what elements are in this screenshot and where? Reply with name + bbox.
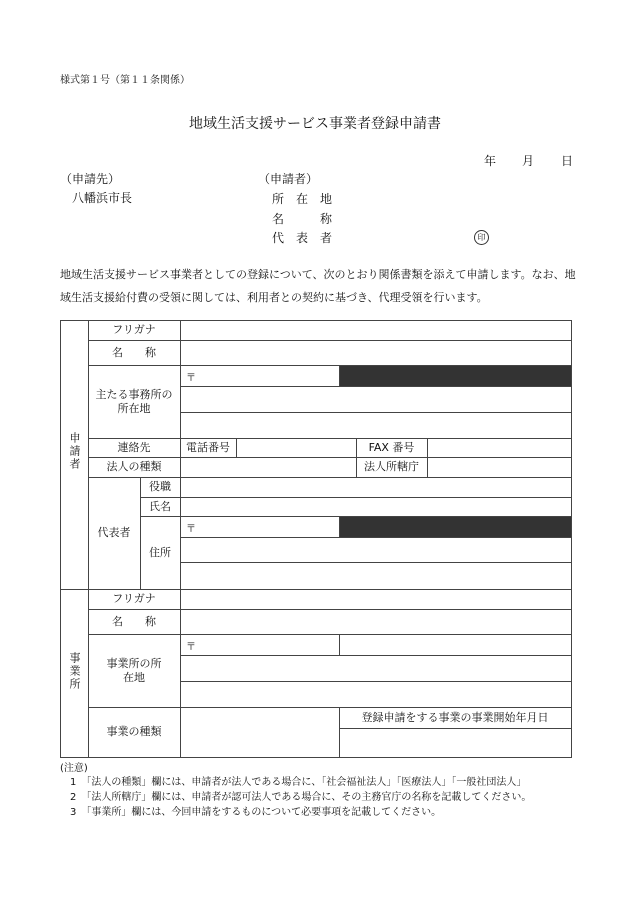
row-line xyxy=(140,497,571,498)
intro-line-1: 地域生活支援サービス事業者としての登録について、次のとおり関係書類を添えて申請します。なお、地 xyxy=(60,268,576,281)
fax-value-split xyxy=(427,438,428,477)
row-line xyxy=(180,655,571,656)
note-item-2: 2 「法人所轄庁」欄には、申請者が認可法人である場合に、その主務官庁の名称を記載してください。 xyxy=(70,792,532,803)
row-line xyxy=(180,537,571,538)
row-line xyxy=(180,562,571,563)
applicant-section-label: 申請者 xyxy=(68,432,81,471)
phone-split xyxy=(236,438,237,457)
note-item-3: 3 「事業所」欄には、今回申請をするものについて必要事項を記載してください。 xyxy=(70,807,442,818)
date-month: 月 xyxy=(522,154,535,168)
row-line xyxy=(180,386,571,387)
corp-type-label: 法人の種類 xyxy=(106,460,162,473)
phone-label: 電話番号 xyxy=(186,440,230,454)
applicant-representative-label: 代 表 者 xyxy=(272,231,333,245)
table-border-left xyxy=(60,320,61,757)
furigana-label: フリガナ xyxy=(112,323,156,336)
main-office-location-label: 主たる事務所の所在地 xyxy=(95,387,173,415)
recipient-name: 八幡浜市長 xyxy=(72,191,133,205)
table-border-right xyxy=(571,320,572,757)
business-type-label: 事業の種類 xyxy=(106,725,162,738)
intro-line-2: 域生活支援給付費の受領に関しては、利用者との契約に基づき、代理受領を行います。 xyxy=(60,291,488,304)
redacted-block xyxy=(340,366,571,386)
row-line xyxy=(339,728,571,729)
office-postal-mark: 〒 xyxy=(186,642,196,653)
date-day: 日 xyxy=(561,154,574,168)
row-line xyxy=(180,681,571,682)
note-item-1: 1 「法人の種類」欄には、申請者が法人である場合に、「社会福祉法人」「医療法人」「一般社団法人」 xyxy=(70,777,527,788)
row-line xyxy=(180,412,571,413)
applicant-heading: （申請者） xyxy=(258,172,319,186)
office-section-label: 事業所 xyxy=(68,652,81,691)
table-border-bottom xyxy=(60,757,572,758)
page-title: 地域生活支援サービス事業者登録申請書 xyxy=(189,116,441,132)
date-year: 年 xyxy=(484,154,497,168)
office-furigana-label: フリガナ xyxy=(112,592,156,605)
corp-authority-label: 法人所轄庁 xyxy=(364,460,419,473)
position-label: 役職 xyxy=(149,480,171,493)
person-name-label: 氏名 xyxy=(149,499,171,513)
applicant-name-label: 名 称 xyxy=(272,212,333,226)
recipient-heading: （申請先） xyxy=(60,172,121,186)
office-location-label: 事業所の所在地 xyxy=(106,656,162,684)
address-label: 住所 xyxy=(149,545,171,559)
notes-heading: (注意) xyxy=(60,763,88,774)
form-number: 様式第１号（第１１条関係） xyxy=(60,75,190,86)
start-date-label: 登録申請をする事業の事業開始年月日 xyxy=(361,710,549,724)
fax-label: FAX 番号 xyxy=(368,440,415,454)
office-name-label: 名 称 xyxy=(112,614,156,628)
applicant-location-label: 所 在 地 xyxy=(272,192,333,206)
postal-mark: 〒 xyxy=(186,373,196,384)
seal-mark: 印 xyxy=(474,230,489,245)
rep-postal-mark: 〒 xyxy=(186,524,196,535)
redacted-block xyxy=(340,517,571,537)
representative-label: 代表者 xyxy=(97,526,131,539)
name-label: 名 称 xyxy=(112,345,156,359)
office-postal-split xyxy=(339,634,340,655)
contact-label: 連絡先 xyxy=(117,440,151,454)
